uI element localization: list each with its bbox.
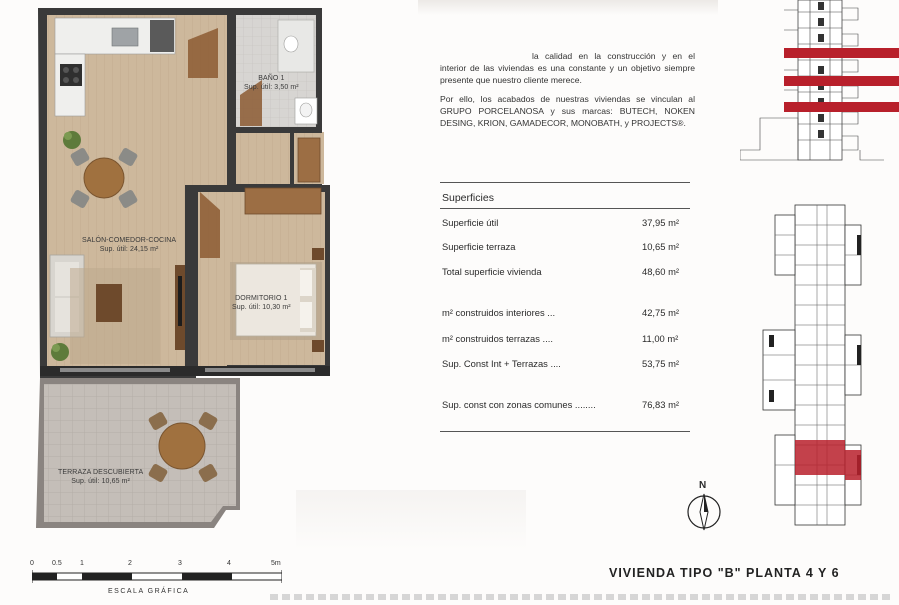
surface-label: m² construidos interiores ...	[442, 307, 556, 318]
surface-row	[442, 333, 682, 347]
scale-caption: ESCALA GRÁFICA	[108, 588, 190, 595]
footer-fine-print	[270, 594, 890, 600]
key-plan	[755, 195, 870, 540]
compass	[684, 480, 724, 530]
surface-value: 48,60 m²	[642, 266, 679, 277]
highlight-floor-band	[784, 48, 899, 58]
room-name: SALÓN-COMEDOR-COCINA	[82, 237, 177, 244]
faded-block	[296, 490, 526, 550]
surface-value: 11,00 m²	[642, 333, 679, 344]
divider	[440, 431, 690, 432]
surface-value: 76,83 m²	[642, 399, 679, 410]
scale-tick: 0	[30, 560, 34, 567]
room-label-bano	[244, 74, 299, 92]
compass-north-label: N	[699, 480, 707, 491]
intro-text	[440, 50, 695, 136]
scale-bar	[32, 570, 282, 584]
surface-row	[442, 399, 682, 413]
intro-paragraph-1: la calidad en la construcción y en el interior de las viviendas es una constante y un objetivo siempre presente que nuestro cliente merece.	[440, 51, 695, 85]
room-area: Sup. útil: 10,65 m²	[71, 478, 130, 485]
surface-label: Superficie terraza	[442, 241, 516, 252]
surface-row	[442, 307, 682, 321]
room-name: DORMITORIO 1	[235, 295, 288, 302]
surface-label: Total superficie vivienda	[442, 266, 542, 277]
building-elevation	[740, 0, 899, 165]
highlight-floor-band	[784, 76, 899, 86]
scale-tick: 4	[227, 560, 231, 567]
surface-value: 53,75 m²	[642, 358, 679, 369]
room-area: Sup. útil: 3,50 m²	[244, 84, 299, 91]
faded-header-area	[418, 0, 718, 15]
room-label-dormitorio	[232, 294, 291, 312]
terrace-floor	[44, 384, 236, 522]
scale-tick: 1	[80, 560, 84, 567]
surface-label: Superficie útil	[442, 217, 499, 228]
room-area: Sup. útil: 10,30 m²	[232, 304, 291, 311]
divider	[440, 208, 690, 209]
room-label-salon	[82, 236, 176, 254]
graphic-scale	[28, 560, 298, 600]
surface-label: Sup. const con zonas comunes ........	[442, 399, 596, 410]
surface-row	[442, 266, 682, 280]
page-heading: VIVIENDA TIPO "B" PLANTA 4 Y 6	[609, 566, 840, 580]
surface-row	[442, 358, 682, 372]
highlight-floor-band	[784, 102, 899, 112]
scale-tick: 3	[178, 560, 182, 567]
surface-value: 37,95 m²	[642, 217, 679, 228]
scale-tick: 2	[128, 560, 132, 567]
surface-value: 42,75 m²	[642, 307, 679, 318]
intro-paragraph-2: Por ello, los acabados de nuestras viviendas se vinculan al GRUPO PORCELANOSA y sus marcas: BUTECH, NOKEN DESING, KRION, GAMADECOR, MONOBATH, y PROJECTS®.	[440, 94, 695, 128]
surfaces-title: Superficies	[442, 192, 494, 204]
room-name: TERRAZA DESCUBIERTA	[58, 469, 144, 476]
scale-tick: 0.5	[52, 560, 62, 567]
compass-icon	[684, 492, 724, 532]
terrace-table	[159, 423, 205, 469]
divider	[440, 182, 690, 183]
room-area: Sup. útil: 24,15 m²	[99, 246, 159, 253]
surface-row	[442, 241, 682, 255]
surface-row	[442, 217, 682, 231]
surface-label: m² construidos terrazas ....	[442, 333, 553, 344]
room-name: BAÑO 1	[258, 75, 285, 82]
scale-tick: 5m	[271, 560, 281, 567]
dining-table	[84, 158, 124, 198]
room-label-terraza	[58, 468, 143, 486]
surface-value: 10,65 m²	[642, 241, 679, 252]
surface-label: Sup. Const Int + Terrazas ....	[442, 358, 561, 369]
